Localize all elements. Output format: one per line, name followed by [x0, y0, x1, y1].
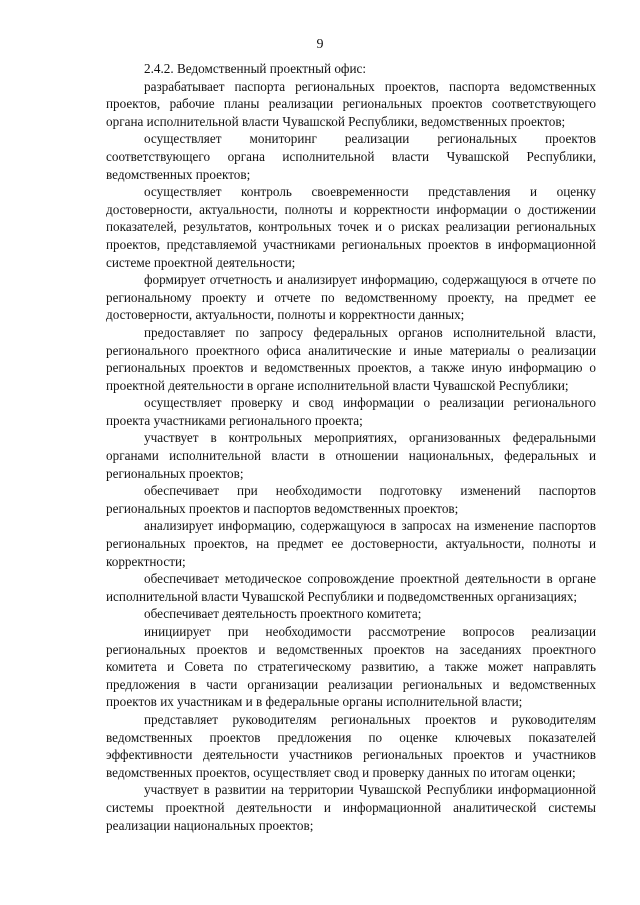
paragraph-5: предоставляет по запросу федеральных органов исполнительной власти, регионального проектного офиса аналитические и иные материалы о реализации региональных проектов и ведомственных проектов, а также иную информацию о проектной деятельности в органе исполнительной власти Чувашской Республики; — [106, 324, 596, 393]
section-heading: 2.4.2. Ведомственный проектный офис: — [144, 61, 367, 76]
paragraph-4: формирует отчетность и анализирует информацию, содержащуюся в отчете по региональному проекту и отчете по ведомственному проекту, на предмет ее достоверности, актуальности, полноты и корректности данных; — [106, 272, 596, 323]
paragraph-12: инициирует при необходимости рассмотрение вопросов реализации региональных проектов и ведомственных проектов на заседаниях проектного комитета и Совета по стратегическому развитию, а также может направлять предложения в части организации реализации региональных и ведомственных проектов их участникам и в федеральные органы исполнительной власти; — [106, 624, 596, 710]
page-number: 9 — [316, 37, 324, 52]
paragraph-9: анализирует информацию, содержащуюся в запросах на изменение паспортов региональных проектов, на предмет ее достоверности, актуальности, полноты и корректности; — [106, 518, 596, 569]
document-body — [106, 60, 596, 834]
paragraph-13: представляет руководителям региональных проектов и руководителям ведомственных проектов предложения по оценке ключевых показателей эффективности деятельности участников региональных проектов и участников ведомственных проектов, осуществляет свод и проверку данных по итогам оценки; — [106, 711, 596, 780]
paragraph-1: разрабатывает паспорта региональных проектов, паспорта ведомственных проектов, рабочие планы реализации региональных проектов соответствующего органа исполнительной власти Чувашской Республики, ведомственных проектов; — [106, 78, 596, 129]
paragraph-2: осуществляет мониторинг реализации региональных проектов соответствующего органа исполнительной власти Чувашской Республики, ведомственных проектов; — [106, 131, 596, 182]
paragraph-14: участвует в развитии на территории Чувашской Республики информационной системы проектной деятельности и информационной аналитической системы реализации национальных проектов; — [106, 782, 596, 833]
paragraph-11: обеспечивает деятельность проектного комитета; — [144, 606, 422, 622]
paragraph-10: обеспечивает методическое сопровождение проектной деятельности в органе исполнительной власти Чувашской Республики и подведомственных организациях; — [106, 571, 596, 604]
paragraph-7: участвует в контрольных мероприятиях, организованных федеральными органами исполнительной власти в отношении национальных, федеральных и региональных проектов; — [106, 430, 596, 481]
paragraph-8: обеспечивает при необходимости подготовку изменений паспортов региональных проектов и паспортов ведомственных проектов; — [106, 483, 596, 516]
paragraph-6: осуществляет проверку и свод информации о реализации регионального проекта участниками регионального проекта; — [106, 395, 596, 428]
paragraph-3: осуществляет контроль своевременности представления и оценку достоверности, актуальности, полноты и корректности информации о достижении показателей, результатов, контрольных точек и о рисках реализации региональных проектов, представляемой участниками региональных проектов в информационной системе проектной деятельности; — [106, 184, 596, 270]
